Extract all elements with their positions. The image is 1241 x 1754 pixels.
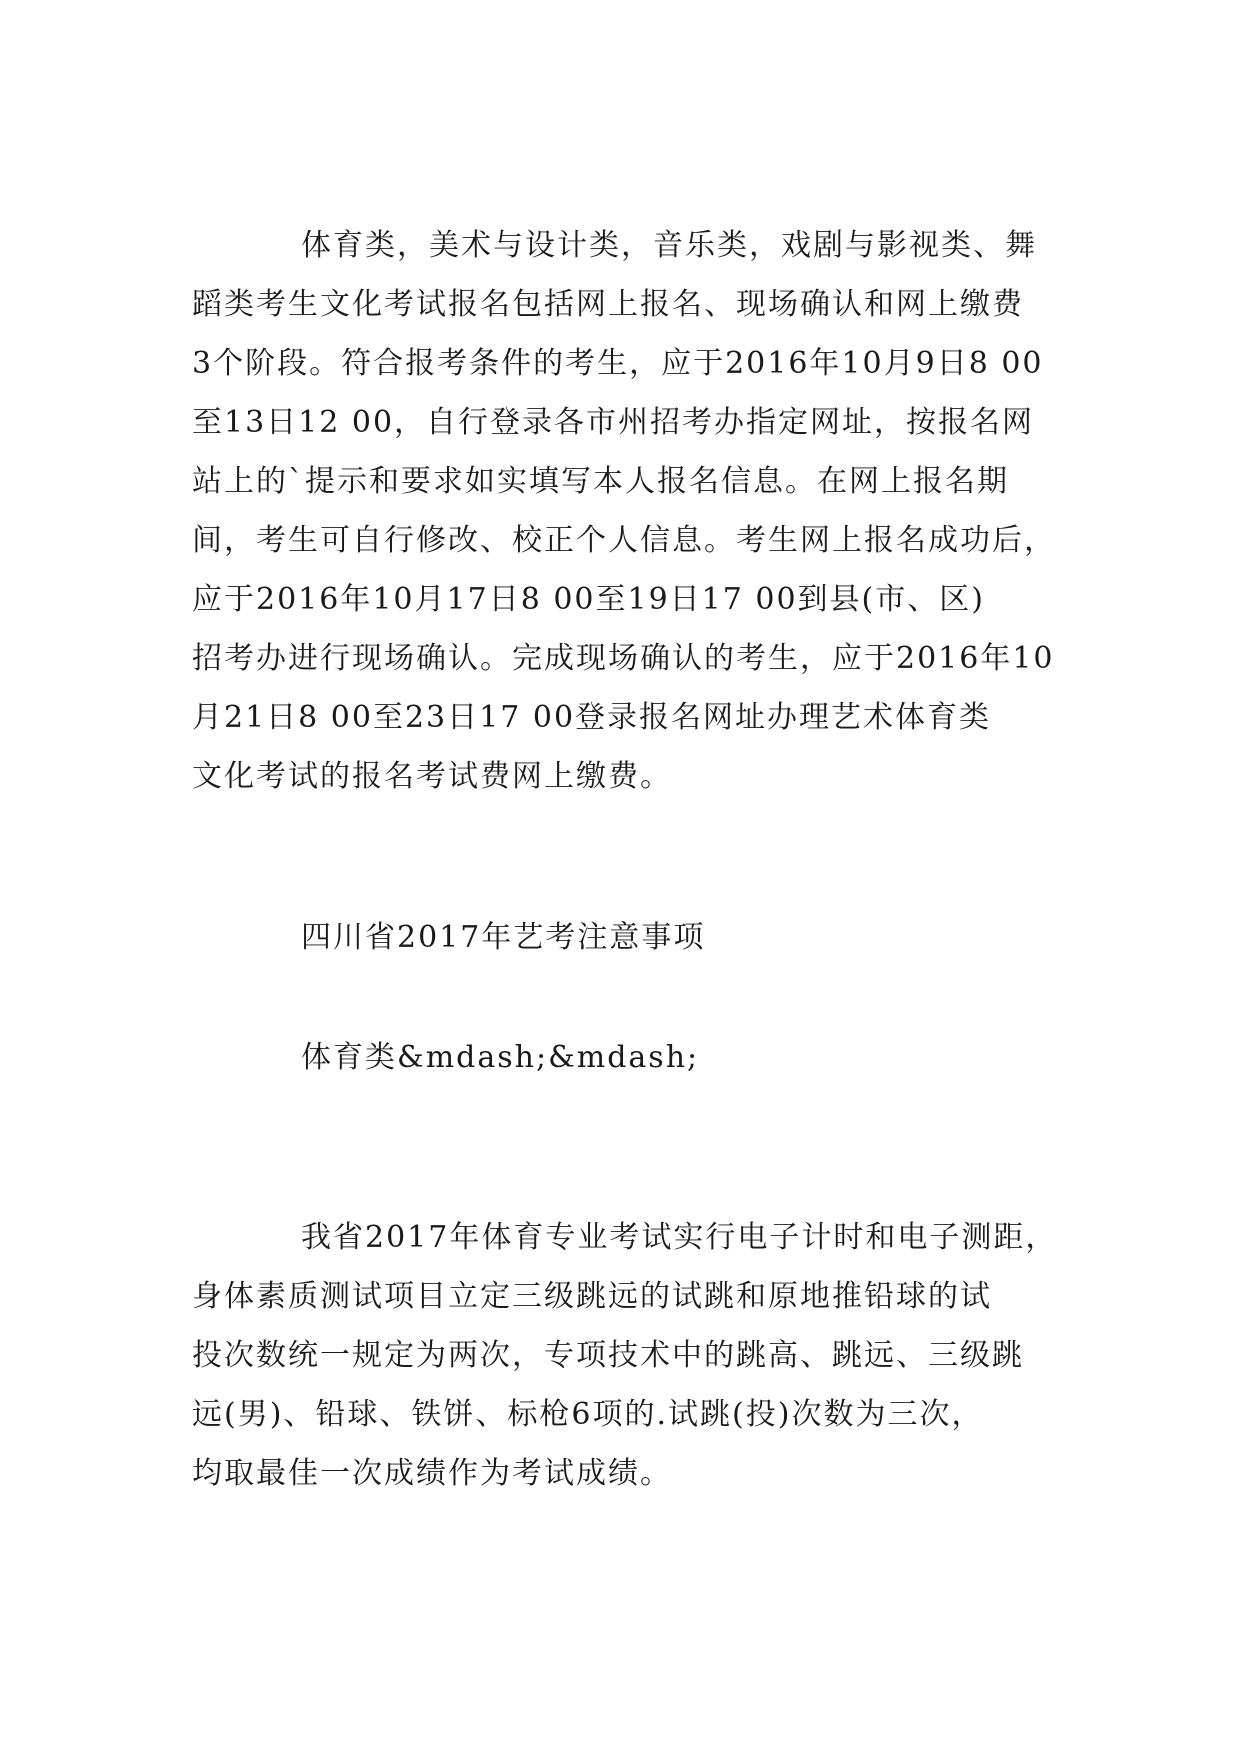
paragraph-line: 间，考生可自行修改、校正个人信息。考生网上报名成功后，: [192, 523, 1056, 558]
paragraph-line: 我省2017年体育专业考试实行电子计时和电子测距，: [301, 1220, 1058, 1255]
paragraph-registration: [192, 216, 1062, 806]
paragraph-line: 站上的`提示和要求如实填写本人报名信息。在网上报名期: [192, 464, 1009, 499]
paragraph-line: 至13日12 00，自行登录各市州招考办指定网址，按报名网: [192, 405, 1035, 440]
paragraph-line: 均取最佳一次成绩作为考试成绩。: [192, 1456, 672, 1491]
paragraph-line: 文化考试的报名考试费网上缴费。: [192, 759, 672, 794]
paragraph-line: 3个阶段。符合报考条件的考生，应于2016年10月9日8 00: [192, 346, 1044, 381]
subsection-heading: 体育类&mdash;&mdash;: [301, 1040, 700, 1075]
paragraph-line: 投次数统一规定为两次，专项技术中的跳高、跳远、三级跳: [192, 1338, 1024, 1373]
paragraph-line: 招考办进行现场确认。完成现场确认的考生，应于2016年10: [192, 641, 1055, 676]
paragraph-sports-exam: [192, 1208, 1062, 1503]
paragraph-line: 蹈类考生文化考试报名包括网上报名、现场确认和网上缴费: [192, 287, 1024, 322]
paragraph-line: 应于2016年10月17日8 00至19日17 00到县(市、区): [192, 582, 985, 617]
paragraph-line: 月21日8 00至23日17 00登录报名网址办理艺术体育类: [192, 700, 992, 735]
paragraph-line: 远(男)、铅球、铁饼、标枪6项的.试跳(投)次数为三次，: [192, 1397, 984, 1432]
paragraph-line: 体育类，美术与设计类，音乐类，戏剧与影视类、舞: [301, 228, 1037, 263]
paragraph-line: 身体素质测试项目立定三级跳远的试跳和原地推铅球的试: [192, 1279, 992, 1314]
section-heading: 四川省2017年艺考注意事项: [301, 920, 706, 955]
